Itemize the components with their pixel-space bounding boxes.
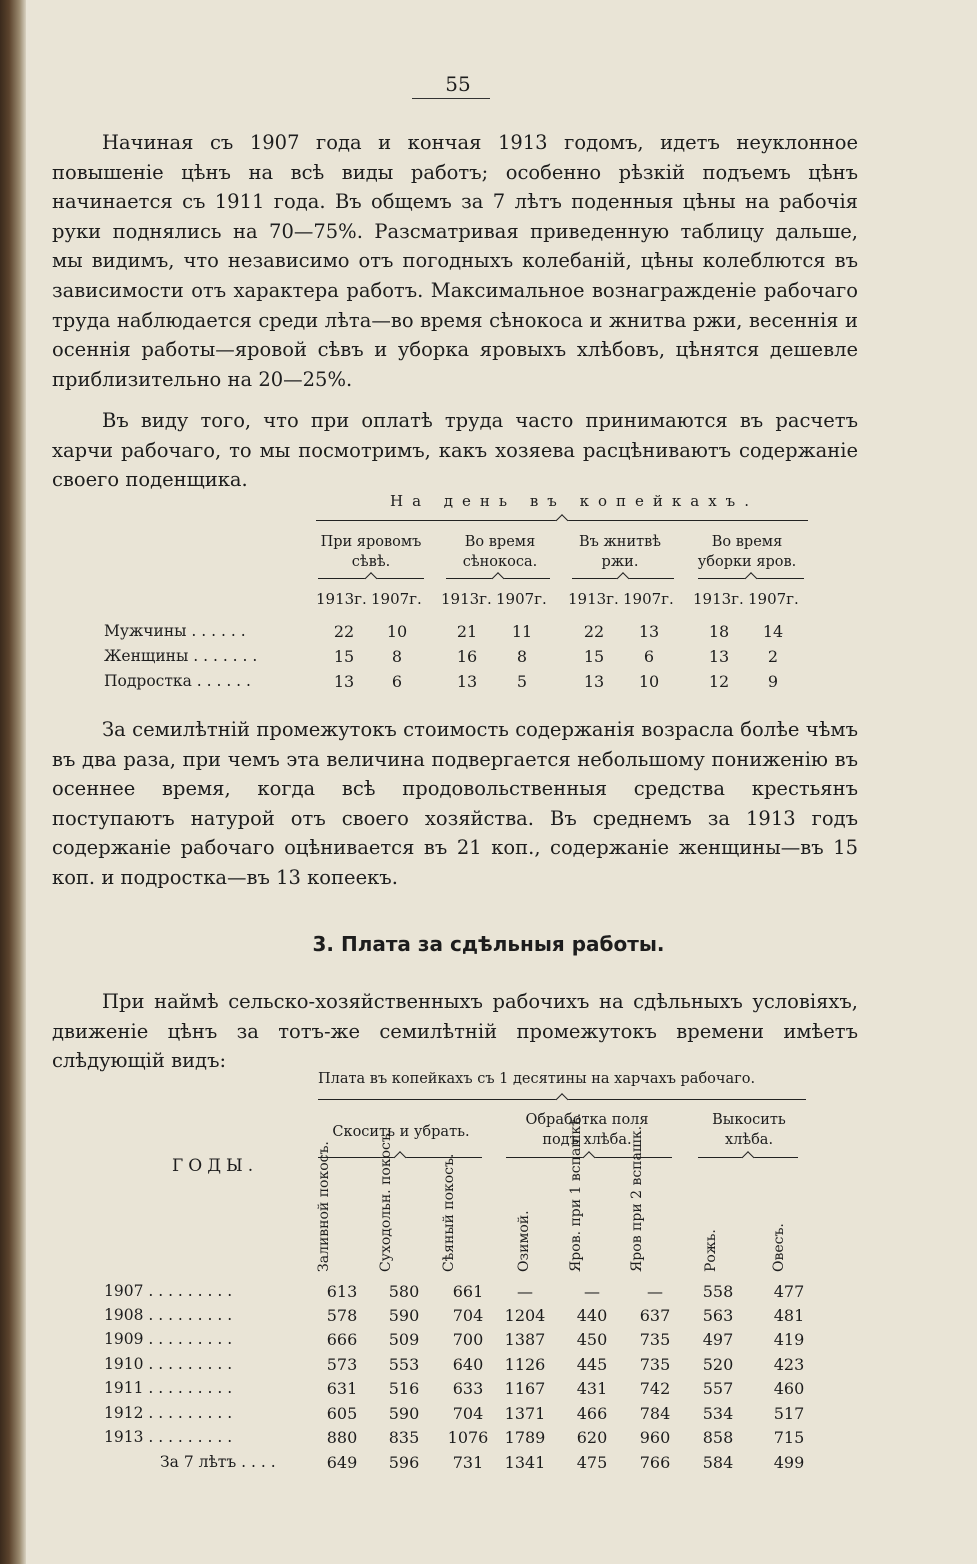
table1-group-brace-1: [318, 578, 424, 585]
table2-cell: 481: [773, 1306, 805, 1325]
table2-cell: 534: [702, 1404, 734, 1423]
table1-cell: 2: [767, 647, 779, 666]
table1-cell: 13: [333, 672, 355, 691]
table1-cell: 18: [708, 622, 730, 641]
table2-column-header: Озимой.: [516, 1210, 532, 1272]
book-spine-shadow: [0, 0, 26, 1564]
table1-year: 1907г.: [748, 590, 799, 608]
table1-row-label: Мужчины . . . . . .: [104, 622, 246, 640]
table2-cell: 499: [773, 1453, 805, 1472]
table2-cell: 704: [452, 1306, 484, 1325]
table1-cell: 13: [638, 622, 660, 641]
table2-cell: 666: [326, 1330, 358, 1349]
table2-cell: 1126: [504, 1355, 546, 1374]
table2-cell: —: [517, 1282, 533, 1301]
table2-group-brace-2: [506, 1157, 672, 1164]
table1-cell: 15: [583, 647, 605, 666]
table1-group-4: Во время уборки яров.: [697, 534, 797, 570]
paragraph-3: За семилѣтній промежутокъ стоимость содержанія возрасла болѣе чѣмъ въ два раза, при чемъ эта величина подвергается небольшому пониженію въ осеннее время, когда всѣ продовольственныя средства крестьянъ поступаютъ натурой отъ своего хозяйства. Въ среднемъ за 1913 годъ содержаніе рабочаго оцѣнивается въ 21 коп., содержаніе женщины—въ 15 коп. и подростка—въ 13 копеекъ.: [52, 718, 858, 889]
table2-caption-brace: [318, 1099, 806, 1106]
table2-cell: —: [647, 1282, 663, 1301]
table2-group-1: Скосить и убрать.: [332, 1124, 470, 1140]
table2-cell: 640: [452, 1355, 484, 1374]
table1-cell: 6: [391, 672, 403, 691]
table2-column-header: Суходольн. покосъ.: [378, 1128, 394, 1272]
table2-column-header: Овесъ.: [771, 1223, 787, 1272]
table1-cell: 16: [456, 647, 478, 666]
table1-cell: 13: [583, 672, 605, 691]
table2-column-header: Яров при 2 вспашк.: [629, 1125, 645, 1272]
table2-cell: 423: [773, 1355, 805, 1374]
paragraph-4: При наймѣ сельско-хозяйственныхъ рабочихъ на сдѣльныхъ условіяхъ, движеніе цѣнъ за тотъ-же семилѣтній промежутокъ времени имѣетъ слѣдующій видъ:: [52, 990, 858, 1073]
table2-cell: 880: [326, 1428, 358, 1447]
table1-cell: 8: [391, 647, 403, 666]
table2-cell: 573: [326, 1355, 358, 1374]
table2-cell: 445: [576, 1355, 608, 1374]
table2-cell: 558: [702, 1282, 734, 1301]
table2-cell: 715: [773, 1428, 805, 1447]
table2-cell: 1371: [504, 1404, 546, 1423]
table2-cell: 520: [702, 1355, 734, 1374]
table1-group-brace-3: [572, 578, 674, 585]
table2-cell: 735: [639, 1330, 671, 1349]
table2-cell: 584: [702, 1453, 734, 1472]
table2-cell: 960: [639, 1428, 671, 1447]
table2-cell: 835: [388, 1428, 420, 1447]
table1-cell: 13: [708, 647, 730, 666]
table1-caption-brace: [316, 520, 808, 527]
table2-row-label: 1908 . . . . . . . . .: [104, 1306, 233, 1324]
table1-cell: 5: [516, 672, 528, 691]
table2-cell: 858: [702, 1428, 734, 1447]
table1-group-1: При яровомъ сѣвѣ.: [320, 534, 422, 570]
table2-cell: 475: [576, 1453, 608, 1472]
table1-group-3: Въ жнитвѣ ржи.: [578, 534, 662, 570]
table1-cell: 11: [511, 622, 533, 641]
table2-cell: 419: [773, 1330, 805, 1349]
table2-row-label: 1911 . . . . . . . . .: [104, 1379, 233, 1397]
table2-group-brace-3: [698, 1157, 798, 1164]
table2-cell: 596: [388, 1453, 420, 1472]
table2-cell: 509: [388, 1330, 420, 1349]
table1-cell: 9: [767, 672, 779, 691]
table1-cell: 22: [583, 622, 605, 641]
table2-column-header: Яров. при 1 вспашкѣ.: [568, 1113, 584, 1272]
table2-stub-header: ГОДЫ.: [172, 1156, 259, 1176]
table2-row-label: 1909 . . . . . . . . .: [104, 1330, 233, 1348]
table2-group-3: Выкосить хлѣба.: [712, 1112, 786, 1148]
table1-cell: 6: [643, 647, 655, 666]
table2-cell: 649: [326, 1453, 358, 1472]
table1-year: 1913г.: [316, 590, 367, 608]
table2-row-label: 1910 . . . . . . . . .: [104, 1355, 233, 1373]
table1-cell: 14: [762, 622, 784, 641]
table1-cell: 12: [708, 672, 730, 691]
table1-year: 1913г.: [568, 590, 619, 608]
table2-cell: 466: [576, 1404, 608, 1423]
table1-group-brace-4: [698, 578, 804, 585]
table2-cell: 742: [639, 1379, 671, 1398]
table2-column-header: Заливной покосъ.: [316, 1141, 332, 1272]
table1-year: 1913г.: [441, 590, 492, 608]
table2-cell: 700: [452, 1330, 484, 1349]
table2-cell: 631: [326, 1379, 358, 1398]
table2-cell: 580: [388, 1282, 420, 1301]
table2-cell: 440: [576, 1306, 608, 1325]
table1-cell: 21: [456, 622, 478, 641]
paragraph-1: Начиная съ 1907 года и кончая 1913 годомъ, идетъ неуклонное повышеніе цѣнъ на всѣ виды работъ; особенно рѣзкій подъемъ цѣнъ начинается съ 1911 года. Въ общемъ за 7 лѣтъ поденныя цѣны на рабочія руки поднялись на 70—75%. Разсматривая приведенную таблицу дальше, мы видимъ, что независимо отъ погодныхъ колебаній, цѣны колеблются въ зависимости отъ характера работъ. Максимальное вознагражденіе рабочаго труда наблюдается среди лѣта—во время сѣнокоса и жнитва ржи, весеннія и осеннія работы—яровой сѣвъ и уборка яровыхъ хлѣбовъ, цѣнятся дешевле приблизительно на 20—25%.: [52, 131, 858, 391]
table1-cell: 10: [638, 672, 660, 691]
table2-cell: 661: [452, 1282, 484, 1301]
table2-caption: Плата въ копейкахъ съ 1 десятины на харчахъ рабочаго.: [318, 1071, 756, 1087]
table2-cell: 704: [452, 1404, 484, 1423]
section-heading: 3. Плата за сдѣльныя работы.: [312, 932, 665, 956]
table1-year: 1907г.: [623, 590, 674, 608]
table2-cell: 633: [452, 1379, 484, 1398]
page-number: 55: [445, 72, 471, 96]
table2-group-2: Обработка поля подъ хлѣба.: [525, 1112, 649, 1148]
table1-cell: 8: [516, 647, 528, 666]
table1-row-label: Подростка . . . . . .: [104, 672, 251, 690]
table2-cell: 1076: [447, 1428, 489, 1447]
table1-group-brace-2: [446, 578, 550, 585]
table2-cell: 1789: [504, 1428, 546, 1447]
table2-cell: 637: [639, 1306, 671, 1325]
table1-cell: 10: [386, 622, 408, 641]
table1-year: 1913г.: [693, 590, 744, 608]
table2-cell: 735: [639, 1355, 671, 1374]
table2-cell: 1167: [504, 1379, 546, 1398]
table2-cell: 731: [452, 1453, 484, 1472]
table2-cell: 553: [388, 1355, 420, 1374]
table2-cell: 784: [639, 1404, 671, 1423]
table1-cell: 15: [333, 647, 355, 666]
table2-cell: 450: [576, 1330, 608, 1349]
table2-cell: 460: [773, 1379, 805, 1398]
table2-cell: 516: [388, 1379, 420, 1398]
table2-cell: 497: [702, 1330, 734, 1349]
table2-group-brace-1: [318, 1157, 482, 1164]
table2-cell: 578: [326, 1306, 358, 1325]
table2-row-label: За 7 лѣтъ . . . .: [160, 1453, 276, 1471]
table1-year: 1907г.: [371, 590, 422, 608]
table2-cell: 590: [388, 1306, 420, 1325]
table2-cell: 517: [773, 1404, 805, 1423]
table2-cell: 613: [326, 1282, 358, 1301]
table2-cell: 563: [702, 1306, 734, 1325]
table2-cell: 1341: [504, 1453, 546, 1472]
table1-cell: 13: [456, 672, 478, 691]
table2-cell: 620: [576, 1428, 608, 1447]
table2-row-label: 1913 . . . . . . . . .: [104, 1428, 233, 1446]
table1-caption: На день въ копейкахъ.: [390, 492, 758, 510]
table2-cell: 557: [702, 1379, 734, 1398]
table2-cell: 1387: [504, 1330, 546, 1349]
table2-cell: 477: [773, 1282, 805, 1301]
table2-row-label: 1907 . . . . . . . . .: [104, 1282, 233, 1300]
table2-cell: 766: [639, 1453, 671, 1472]
table1-cell: 22: [333, 622, 355, 641]
paragraph-2: Въ виду того, что при оплатѣ труда часто принимаются въ расчетъ харчи рабочаго, то мы посмотримъ, какъ хозяева расцѣниваютъ содержаніе своего поденщика.: [52, 409, 858, 492]
table2-cell: —: [584, 1282, 600, 1301]
table2-cell: 1204: [504, 1306, 546, 1325]
table2-column-header: Сѣяный покосъ.: [441, 1153, 457, 1272]
table2-column-header: Рожь.: [703, 1229, 719, 1272]
table2-cell: 590: [388, 1404, 420, 1423]
table1-year: 1907г.: [496, 590, 547, 608]
page-number-rule: [412, 98, 490, 99]
table1-group-2: Во время сѣнокоса.: [462, 534, 538, 570]
table2-cell: 605: [326, 1404, 358, 1423]
table2-cell: 431: [576, 1379, 608, 1398]
table1-row-label: Женщины . . . . . . .: [104, 647, 258, 665]
table2-row-label: 1912 . . . . . . . . .: [104, 1404, 233, 1422]
